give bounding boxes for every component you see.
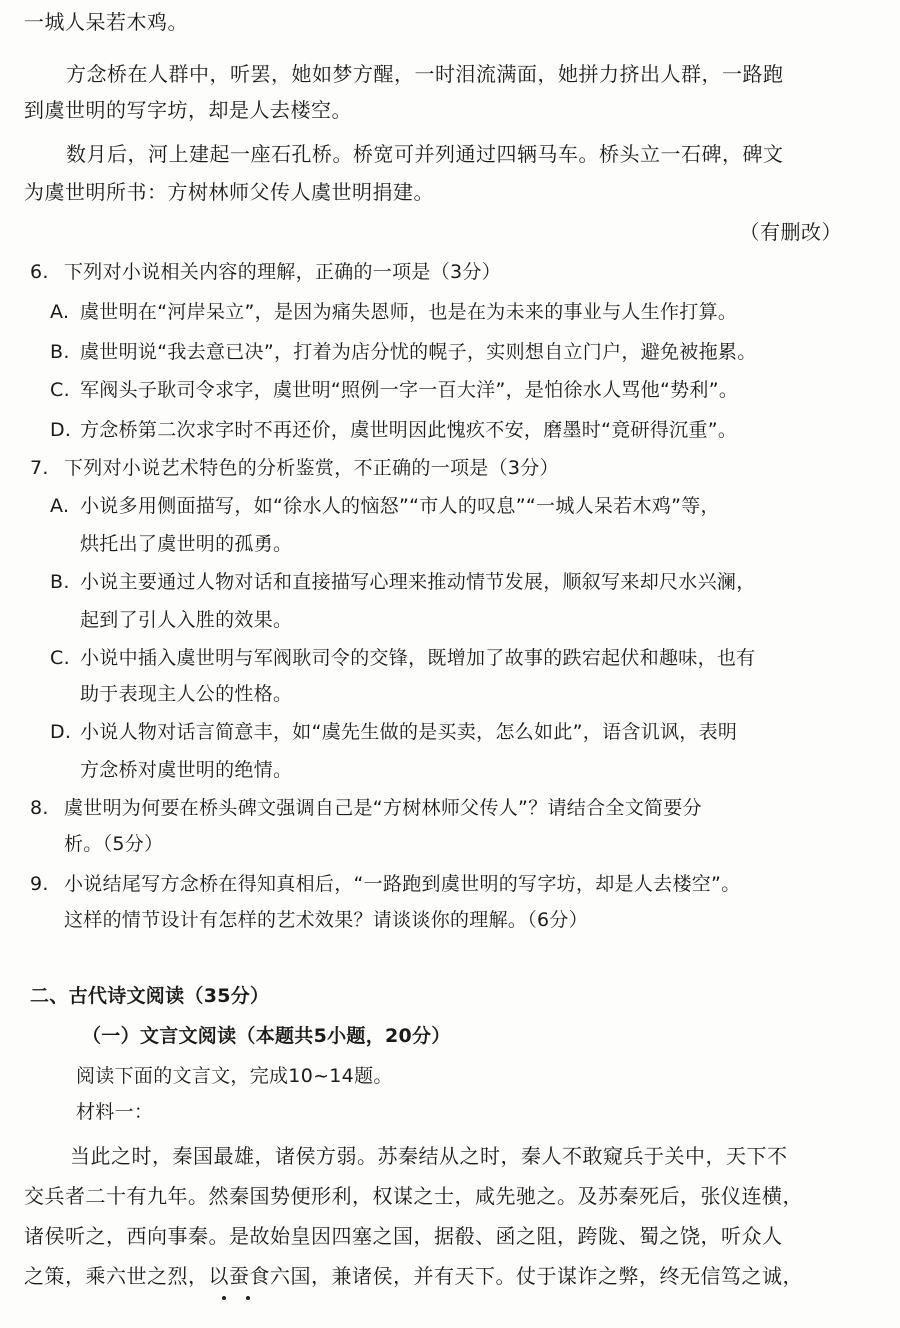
story-line: 数月后，河上建起一座石孔桥。桥宽可并列通过四辆马车。桥头立一石碑，碑文 xyxy=(66,142,784,166)
option-label: D. xyxy=(50,419,72,441)
question-continuation: 这样的情节设计有怎样的艺术效果？请谈谈你的理解。（6分） xyxy=(64,909,588,931)
option-a xyxy=(50,298,737,326)
option-label: A. xyxy=(50,495,70,517)
option-c xyxy=(50,644,756,672)
question-number: 8. xyxy=(30,797,49,819)
option-text: 军阀头子耿司令求字，虞世明“照例一字一百大洋”，是怕徐水人骂他“势利”。 xyxy=(80,379,739,401)
question-text: 下列对小说艺术特色的分析鉴赏，不正确的一项是（3分） xyxy=(64,457,559,479)
option-text: 虞世明在“河岸呆立”，是因为痛失恩师，也是在为未来的事业与人生作打算。 xyxy=(80,301,738,323)
material-label: 材料一： xyxy=(76,1101,154,1123)
option-label: C. xyxy=(50,647,70,669)
option-text: 小说中插入虞世明与军阀耿司令的交锋，既增加了故事的跌宕起伏和趣味，也有 xyxy=(80,647,756,669)
instruction: 阅读下面的文言文，完成10~14题。 xyxy=(76,1065,393,1087)
option-text: 小说主要通过人物对话和直接描写心理来推动情节发展，顺叙写来却尺水兴澜， xyxy=(80,571,756,593)
option-d xyxy=(50,718,737,746)
subsection-heading: （一）文言文阅读（本题共5小题，20分） xyxy=(82,1025,451,1047)
option-label: B. xyxy=(50,571,70,593)
question-continuation: 析。（5分） xyxy=(64,833,164,855)
story-line: 为虞世明所书：方树林师父传人虞世明捐建。 xyxy=(24,180,434,204)
passage-line: 交兵者二十有九年。然秦国势便形利，权谋之士，咸先驰之。及苏秦死后，张仪连横， xyxy=(24,1184,803,1208)
question-6-stem xyxy=(30,258,501,286)
emphasis-dot xyxy=(222,1296,226,1300)
option-label: B. xyxy=(50,341,70,363)
option-text: 小说多用侧面描写，如“徐水人的恼怒”“市人的叹息”“一城人呆若木鸡”等， xyxy=(80,495,720,517)
option-continuation: 烘托出了虞世明的孤勇。 xyxy=(80,533,293,555)
question-number: 6. xyxy=(30,261,49,283)
passage-line: 诸侯听之，西向事秦。是故始皇因四塞之国，据殽、函之阻，跨陇、蜀之饶，听众人 xyxy=(24,1224,783,1248)
option-b xyxy=(50,568,756,596)
passage-line: 之策，乘六世之烈，以蚕食六国，兼诸侯，并有天下。仗于谋诈之弊，终无信笃之诚， xyxy=(24,1264,803,1288)
option-label: A. xyxy=(50,301,70,323)
question-number: 9. xyxy=(30,873,49,895)
edit-note: （有删改） xyxy=(739,220,842,244)
option-text: 小说人物对话言简意丰，如“虞先生做的是买卖，怎么如此”，语含讥讽，表明 xyxy=(80,721,738,743)
section-heading: 二、古代诗文阅读（35分） xyxy=(30,985,270,1007)
story-line: 一城人呆若木鸡。 xyxy=(24,10,188,34)
option-continuation: 起到了引人入胜的效果。 xyxy=(80,609,293,631)
option-a xyxy=(50,492,720,520)
story-line: 方念桥在人群中，听罢，她如梦方醒，一时泪流满面，她拼力挤出人群，一路跑 xyxy=(66,62,784,86)
option-label: D. xyxy=(50,721,72,743)
passage-line: 当此之时，秦国最雄，诸侯方弱。苏秦结从之时，秦人不敢窥兵于关中，天下不 xyxy=(70,1144,788,1168)
question-7-stem xyxy=(30,454,559,482)
option-continuation: 助于表现主人公的性格。 xyxy=(80,683,293,705)
question-text: 下列对小说相关内容的理解，正确的一项是（3分） xyxy=(64,261,501,283)
option-text: 方念桥第二次求字时不再还价，虞世明因此愧疚不安，磨墨时“竟研得沉重”。 xyxy=(80,419,738,441)
question-number: 7. xyxy=(30,457,49,479)
story-line: 到虞世明的写字坊，却是人去楼空。 xyxy=(24,98,352,122)
option-continuation: 方念桥对虞世明的绝情。 xyxy=(80,759,293,781)
emphasis-dot xyxy=(246,1296,250,1300)
option-c xyxy=(50,376,738,404)
option-text: 虞世明说“我去意已决”，打着为店分忧的幌子，实则想自立门户，避免被拖累。 xyxy=(80,341,757,363)
question-9 xyxy=(30,870,741,898)
question-text: 虞世明为何要在桥头碑文强调自己是“方树林师父传人”？请结合全文简要分 xyxy=(64,797,702,819)
option-d xyxy=(50,416,737,444)
question-8 xyxy=(30,794,702,822)
question-text: 小说结尾写方念桥在得知真相后，“一路跑到虞世明的写字坊，却是人去楼空”。 xyxy=(64,873,741,895)
option-b xyxy=(50,338,757,366)
option-label: C. xyxy=(50,379,70,401)
